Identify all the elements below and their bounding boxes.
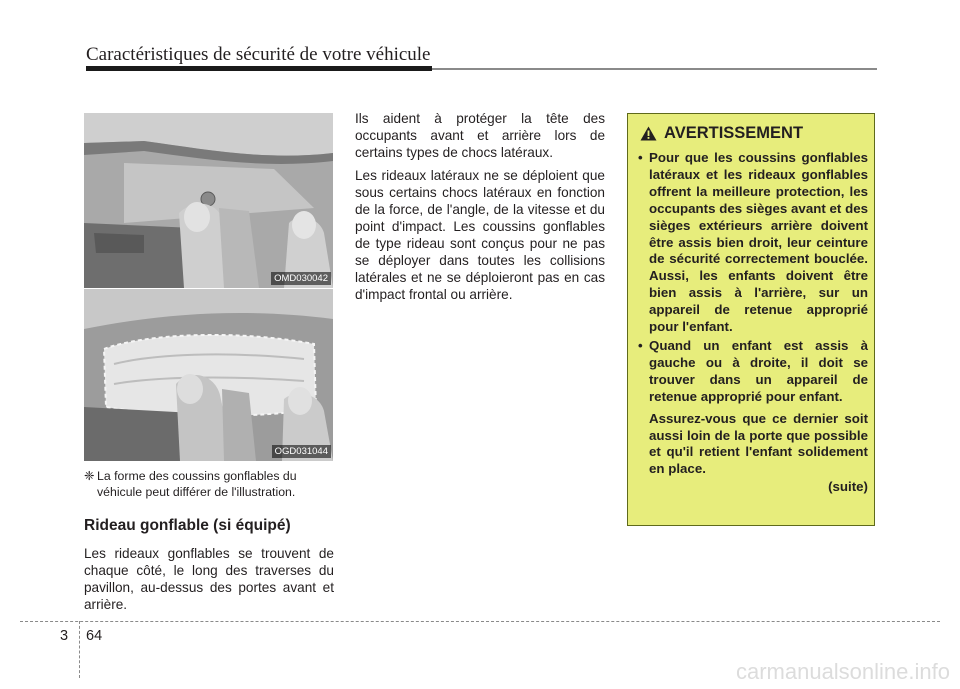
figure-caption [84, 468, 336, 500]
warning-box [627, 113, 875, 526]
warning-title: AVERTISSEMENT [664, 123, 804, 142]
watermark: carmanualsonline.info [735, 659, 950, 684]
footer-divider [79, 621, 80, 678]
section-paragraph: Les rideaux gonflables se trouvent de chaque côté, le long des traverses du pavillon, au-dessus des portes avant et arrière. [84, 546, 334, 612]
figure-code-label: OGD031044 [272, 445, 331, 458]
section-heading: Rideau gonflable (si équipé) [84, 517, 291, 534]
warning-continued: (suite) [828, 479, 868, 495]
header-rule-dark [86, 66, 432, 71]
chapter-number: 3 [60, 628, 69, 644]
figure-code-label: OMD030042 [271, 272, 331, 285]
car-interior-illustration [84, 113, 333, 288]
warning-item-text: Quand un enfant est assis à gauche ou à droite, il doit se trouver dans un appareil de retenue approprié pour enfant. [649, 337, 868, 404]
warning-item [638, 338, 868, 406]
warning-item [638, 150, 868, 336]
warning-item-text: Pour que les coussins gonflables latéraux et les rideaux gonflables offrent la meilleure protection, les occupants des sièges avant et des sièges extérieurs arrière doivent être assis bien droit, leur ceinture de sécurité correctement bouclée. Aussi, les enfants doivent être bien assis à l'arrière, sur un appareil de retenue approprié pour l'enfant. [649, 150, 868, 335]
bullet: • [638, 337, 643, 353]
caption-line-1: La forme des coussins gonflables du [97, 469, 297, 483]
header-rule-gray [432, 68, 877, 70]
right-paragraph-1: Ils aident à protéger la tête des occupants avant et arrière lors de certains types de chocs latéraux. [355, 111, 605, 160]
caption-line-2: véhicule peut différer de l'illustration. [97, 485, 296, 499]
right-paragraph-2: Les rideaux latéraux ne se déploient que sous certains chocs latéraux en fonction de la force, de l'angle, de la vitesse et du point d'impact. Les coussins gonflables de type rideau sont conçus pour ne pas se déployer dans toutes les collisions latérales et ne se déploieront pas en cas d'impact frontal ou arrière. [355, 168, 605, 302]
figure-airbag-deployed [84, 289, 333, 461]
bullet: • [638, 150, 643, 165]
car-interior-deployed-illustration [84, 289, 333, 461]
page-header-title: Caractéristiques de sécurité de votre véhicule [86, 44, 431, 65]
caption-mark: ❈ [84, 469, 95, 483]
figure-airbag-stored [84, 113, 333, 288]
warning-list [638, 150, 868, 496]
warning-triangle-icon [640, 126, 657, 141]
page-number: 64 [86, 628, 103, 644]
warning-subparagraph: Assurez-vous que ce dernier soit aussi loin de la porte que possible et qu'il retient l'enfant solidement en place. [649, 410, 868, 477]
footer-rule [20, 621, 940, 622]
warning-header [640, 122, 803, 144]
